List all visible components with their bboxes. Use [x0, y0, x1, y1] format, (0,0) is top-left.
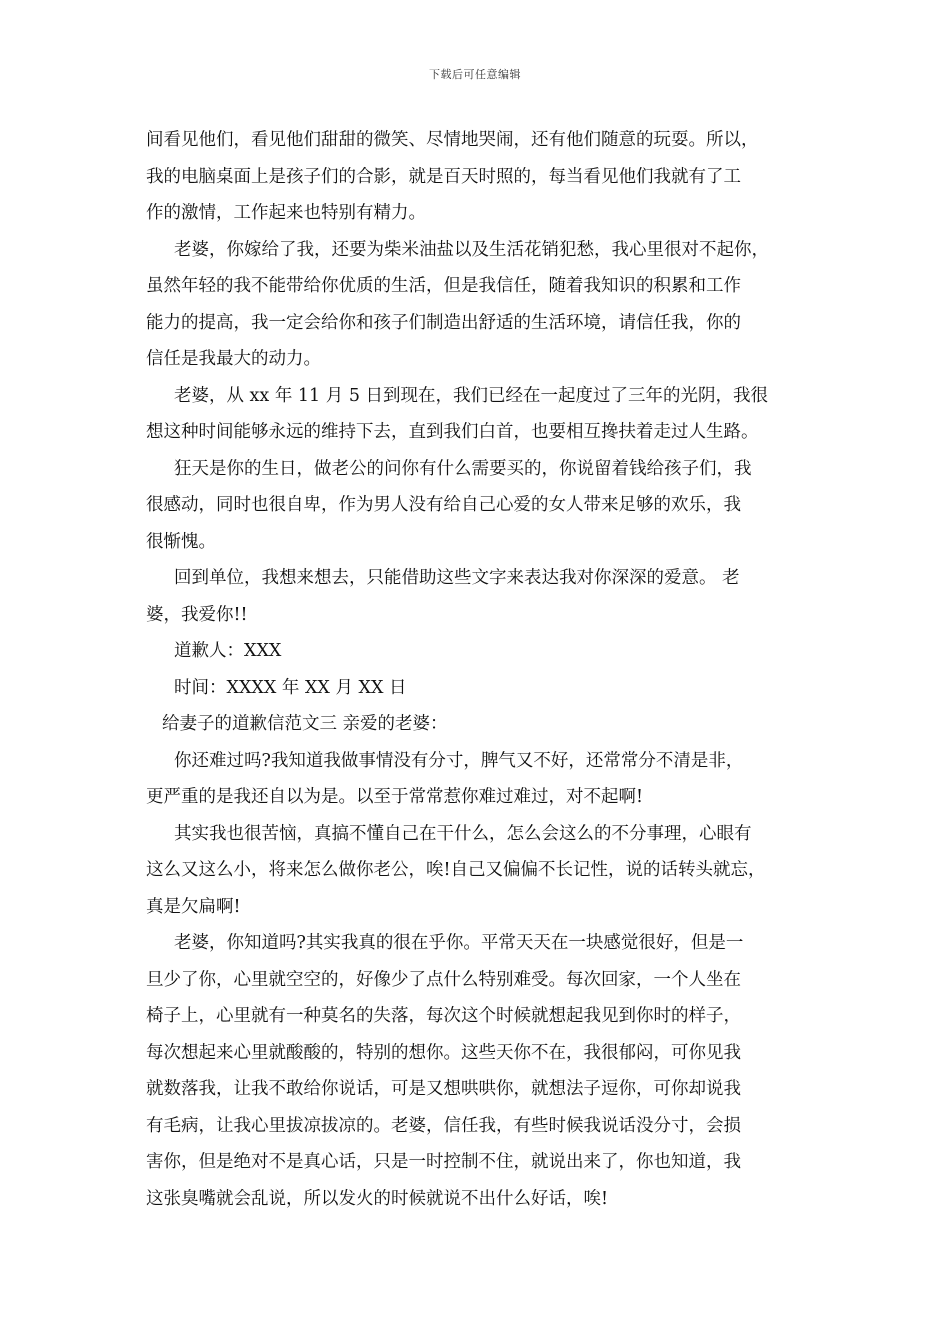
text-line: 真是欠扁啊! [146, 896, 241, 917]
text-line: 有毛病，让我心里拔凉拔凉的。老婆，信任我，有些时候我说话没分寸，会损 [146, 1115, 741, 1136]
text-line: 信任是我最大的动力。 [146, 349, 321, 369]
paragraph-start-line: 老婆，你嫁给了我，还要为柴米油盐以及生活花销犯愁，我心里很对不起你， [174, 239, 769, 260]
text-line: 想这种时间能够永远的维持下去，直到我们白首，也要相互搀扶着走过人生路。 [146, 422, 759, 442]
text-line: 就数落我，让我不敢给你说话，可是又想哄哄你，就想法子逗你，可你却说我 [146, 1079, 741, 1099]
text-line: 旦少了你，心里就空空的，好像少了点什么特别难受。每次回家，一个人坐在 [146, 969, 741, 990]
text-line: 害你，但是绝对不是真心话，只是一时控制不住，就说出来了，你也知道，我 [146, 1152, 741, 1172]
paragraph-start-line: 狂天是你的生日，做老公的问你有什么需要买的，你说留着钱给孩子们，我 [174, 458, 752, 479]
date-line: 时间：XXXX 年 XX 月 XX 日 [174, 677, 407, 698]
text-line: 这张臭嘴就会乱说，所以发火的时候就说不出什么好话，唉! [146, 1188, 609, 1209]
text-line: 更严重的是我还自以为是。以至于常常惹你难过难过，对不起啊! [146, 787, 644, 807]
paragraph-start-line: 老婆，从 xx 年 11 月 5 日到现在，我们已经在一起度过了三年的光阴，我很 [174, 385, 769, 406]
signature-line: 道歉人：XXX [174, 641, 282, 661]
text-line: 每次想起来心里就酸酸的，特别的想你。这些天你不在，我很郁闷，可你见我 [146, 1042, 741, 1063]
text-line: 我的电脑桌面上是孩子们的合影，就是百天时照的，每当看见他们我就有了工 [146, 166, 741, 187]
paragraph-start-line: 其实我也很苦恼，真搞不懂自己在干什么，怎么会这么的不分事理，心眼有 [174, 823, 752, 844]
text-line: 很惭愧。 [146, 531, 216, 552]
paragraph-start-line: 回到单位，我想来想去，只能借助这些文字来表达我对你深深的爱意。 老 [174, 568, 740, 588]
text-line: 作的激情，工作起来也特别有精力。 [146, 203, 426, 223]
text-line: 这么又这么小，将来怎么做你老公，唉!自己又偏偏不长记性，说的话转头就忘， [146, 860, 766, 880]
paragraph-start-line: 老婆，你知道吗?其实我真的很在乎你。平常天天在一块感觉很好，但是一 [174, 933, 744, 953]
page-header-note: 下载后可任意编辑 [429, 68, 521, 81]
text-line: 能力的提高，我一定会给你和孩子们制造出舒适的生活环境，请信任我，你的 [146, 312, 741, 333]
paragraph-start-line: 你还难过吗?我知道我做事情没有分寸，脾气又不好，还常常分不清是非， [174, 750, 744, 771]
text-line: 间看见他们，看见他们甜甜的微笑、尽情地哭闹，还有他们随意的玩耍。所以， [146, 130, 759, 150]
text-line: 很感动，同时也很自卑，作为男人没有给自己心爱的女人带来足够的欢乐，我 [146, 495, 741, 515]
text-line: 虽然年轻的我不能带给你优质的生活，但是我信任，随着我知识的积累和工作 [146, 276, 741, 296]
text-line: 椅子上，心里就有一种莫名的失落，每次这个时候就想起我见到你时的样子， [146, 1006, 741, 1026]
text-line: 婆，我爱你!! [146, 604, 248, 625]
section-title-line: 给妻子的道歉信范文三 亲爱的老婆： [162, 714, 448, 734]
letter-body [146, 122, 808, 1217]
